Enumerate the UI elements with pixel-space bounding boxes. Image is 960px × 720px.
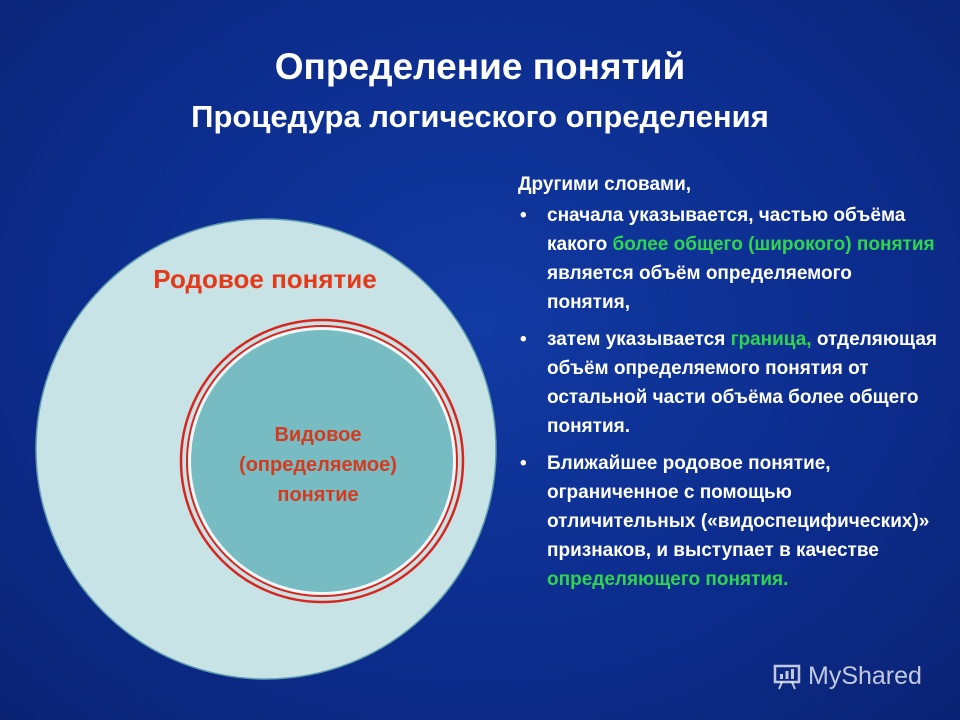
slide-subtitle: Процедура логического определения: [191, 99, 769, 134]
species-concept-label: [200, 420, 436, 510]
bullet-text: Ближайшее родовое понятие, ограниченное с помощью отличительных («видоспецифических)» признаков, и выступает в качестве: [547, 453, 930, 561]
slide-title: Определение понятий: [274, 46, 686, 87]
highlight-text: граница,: [730, 329, 812, 350]
species-label-line: (определяемое): [239, 454, 397, 476]
watermark: [772, 658, 922, 694]
bullet-item: [518, 449, 938, 594]
bullet-text: сначала указывается, частью объёма какого: [547, 205, 906, 255]
bullet-text: является объём определяемого понятия,: [547, 263, 852, 313]
explanation-text: [518, 170, 938, 602]
highlight-text: определяющего понятия.: [547, 569, 789, 590]
bullet-icon: •: [520, 329, 527, 350]
presentation-board-icon: [772, 661, 802, 691]
bullet-list: [518, 201, 938, 594]
intro-text: Другими словами,: [518, 174, 692, 195]
bullet-item: [518, 325, 938, 441]
species-label-line: Видовое: [274, 424, 362, 446]
bullet-text: затем указывается: [547, 329, 731, 350]
bullet-text: отделяющая объём определяемого понятия от остальной части объёма более общего понятия.: [547, 329, 937, 437]
bullet-icon: •: [520, 453, 527, 474]
bullet-item: [518, 201, 938, 317]
species-label-line: понятие: [277, 484, 359, 506]
watermark-text: MyShared: [808, 661, 922, 690]
highlight-text: более общего (широкого) понятия: [612, 234, 935, 255]
genus-concept-label: Родовое понятие: [153, 264, 377, 294]
bullet-icon: •: [520, 205, 527, 226]
